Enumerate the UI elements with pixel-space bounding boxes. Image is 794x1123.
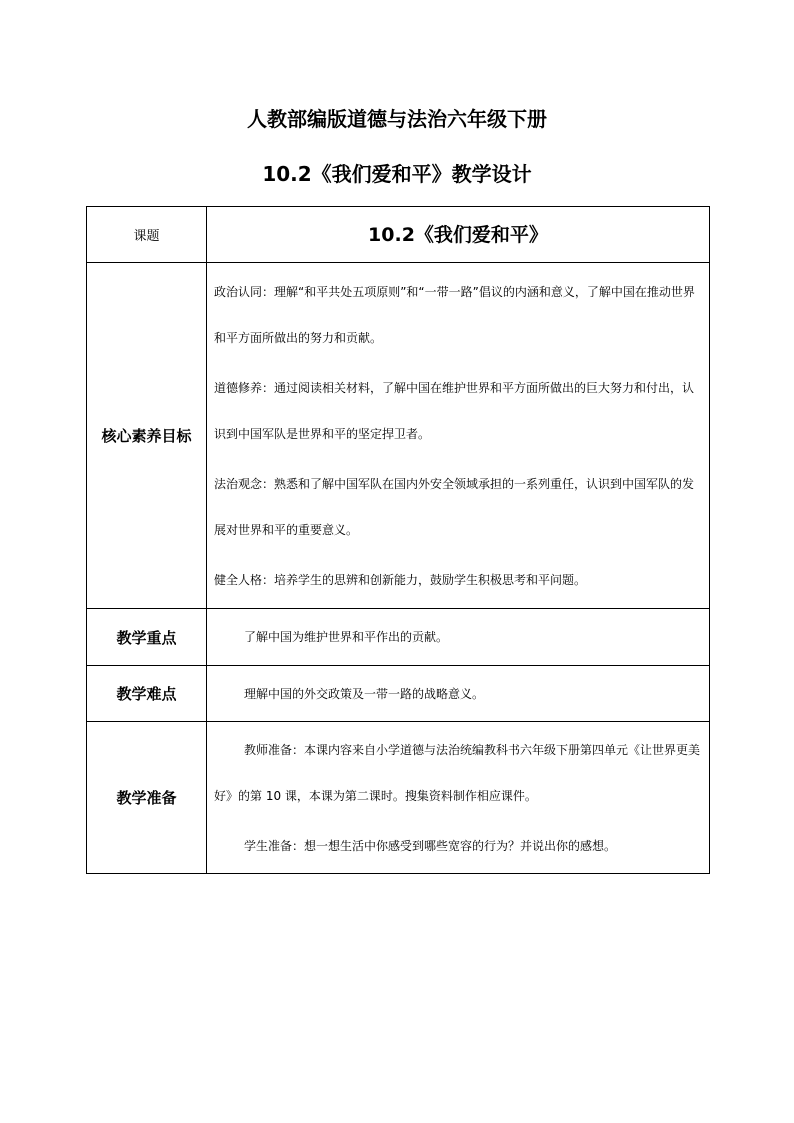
core-goals-label: 核心素养目标: [87, 263, 207, 609]
preparation-cell: [207, 722, 710, 874]
student-preparation: 学生准备：想一想生活中你感受到哪些宽容的行为？并说出你的感想。: [244, 838, 617, 853]
table-row-key-point: [87, 609, 710, 666]
difficulty-value: 理解中国的外交政策及一带一路的战略意义。: [244, 686, 485, 701]
table-row-difficulty: [87, 666, 710, 722]
goal-law: 法治观念：熟悉和了解中国军队在国内外安全领域承担的一系列重任，认识到中国军队的发展对世界和平的重要意义。: [214, 476, 695, 537]
core-goals-cell: [207, 263, 710, 609]
goal-moral: 道德修养：通过阅读相关材料，了解中国在维护世界和平方面所做出的巨大努力和付出，认识到中国军队是世界和平的坚定捍卫者。: [214, 380, 695, 441]
preparation-label: 教学准备: [87, 722, 207, 874]
key-point-value: 了解中国为维护世界和平作出的贡献。: [244, 630, 449, 644]
key-point-label: 教学重点: [87, 609, 207, 666]
lesson-plan-table: [86, 206, 710, 874]
table-row-core-goals: [87, 263, 710, 609]
difficulty-cell: [207, 666, 710, 722]
goal-personality: 健全人格：培养学生的思辨和创新能力，鼓励学生积极思考和平问题。: [214, 572, 587, 587]
goal-political: 政治认同：理解“和平共处五项原则”和“一带一路”倡议的内涵和意义，了解中国在推动世界和平方面所做出的努力和贡献。: [214, 284, 695, 345]
document-title: 人教部编版道德与法治六年级下册: [247, 107, 547, 131]
topic-value: 10.2《我们爱和平》: [368, 223, 548, 246]
document-subtitle: 10.2《我们爱和平》教学设计: [262, 162, 532, 186]
key-point-cell: [207, 609, 710, 666]
table-row-topic: [87, 207, 710, 263]
topic-label: 课题: [87, 207, 207, 263]
topic-cell: [207, 207, 710, 263]
difficulty-label: 教学难点: [87, 666, 207, 722]
teacher-preparation: 教师准备：本课内容来自小学道德与法治统编教科书六年级下册第四单元《让世界更美好》的第 10 课，本课为第二课时。搜集资料制作相应课件。: [214, 742, 701, 803]
table-row-preparation: [87, 722, 710, 874]
